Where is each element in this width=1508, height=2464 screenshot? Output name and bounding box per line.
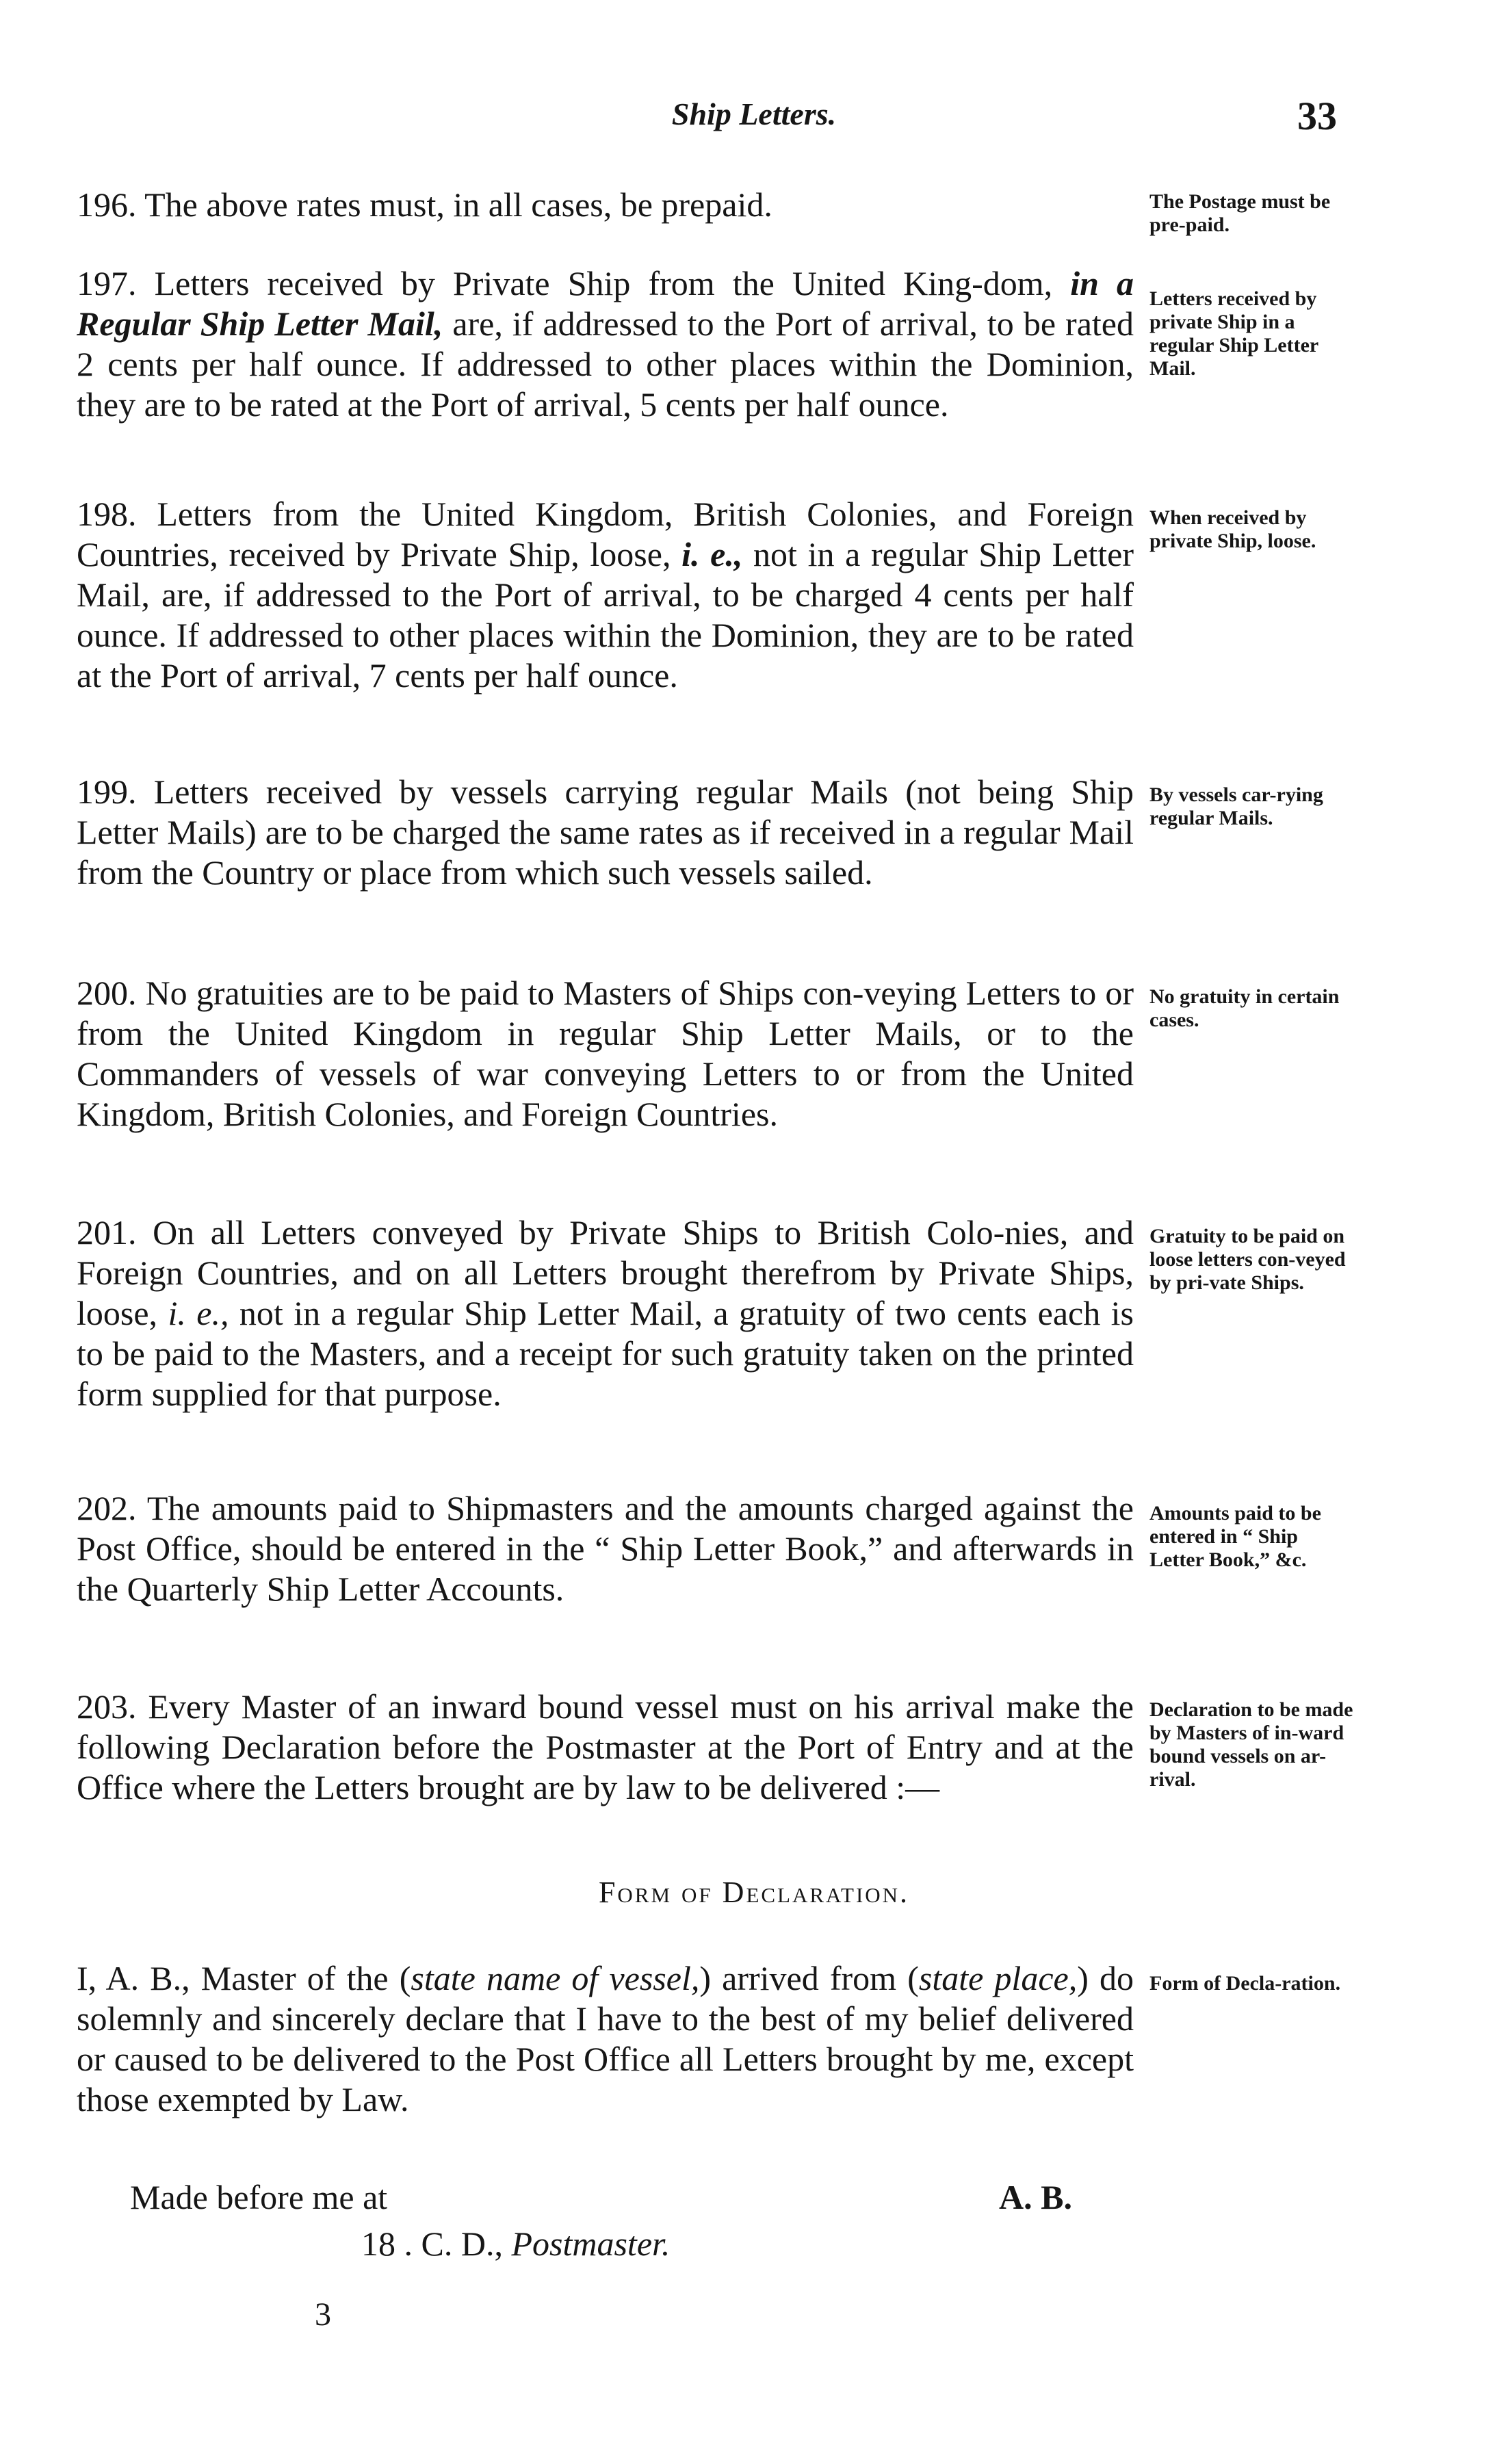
margin-note-198: When received by private Ship, loose. xyxy=(1149,506,1316,552)
paragraph-text: On all Letters conveyed by Private Ships to British Colo-nies, and Foreign Countries, and on all Letters brought therefrom by Private Ships, loose, xyxy=(77,1213,1134,1332)
paragraph-number: 203. xyxy=(77,1687,137,1726)
postmaster-initials: . C. D., xyxy=(404,2225,512,2263)
paragraph-text: The above rates must, in all cases, be prepaid. xyxy=(144,185,772,224)
signer-initials: A. B. xyxy=(999,2178,1072,2216)
margin-note-196: The Postage must be pre-paid. xyxy=(1149,190,1331,236)
paragraph-emphasis: i. e., xyxy=(681,535,743,573)
paragraph-202 xyxy=(77,1488,1134,1609)
margin-note-199: By vessels car-rying regular Mails. xyxy=(1149,783,1323,829)
paragraph-number: 199. xyxy=(77,773,137,811)
sheet-signature-mark: 3 xyxy=(315,2296,331,2333)
postmaster-title: Postmaster. xyxy=(511,2225,671,2263)
year-prefix: 18 xyxy=(361,2225,395,2263)
paragraph-emphasis: in a Regular Ship Letter Mail, xyxy=(77,264,1134,343)
paragraph-number: 200. xyxy=(77,974,137,1012)
paragraph-199 xyxy=(77,772,1134,893)
margin-note-201: Gratuity to be paid on loose letters con-veyed by pri-vate Ships. xyxy=(1149,1225,1346,1294)
paragraph-203 xyxy=(77,1687,1134,1808)
paragraph-text: Every Master of an inward bound vessel must on his arrival make the following Declaration before the Postmaster at the Port of Entry and at the Office where the Letters brought are by law to be delivered :— xyxy=(77,1687,1134,1806)
paragraph-text-cont: are, if addressed to the Port of arrival, to be rated 2 cents per half ounce. If addressed to other places within the Dominion, they are to be rated at the Port of arrival, 5 cents per half ounce. xyxy=(77,304,1134,424)
margin-note-200: No gratuity in certain cases. xyxy=(1149,985,1340,1031)
paragraph-text: Letters from the United Kingdom, British Colonies, and Foreign Countries, received by Private Ship, loose, xyxy=(77,495,1134,573)
paragraph-number: 196. xyxy=(77,185,137,224)
declaration-text: I, A. B., Master of the (state name of vessel,) arrived from (state place,) do solemnly and sincerely declare that I have to the best of my belief delivered or caused to be delivered to the Post Office all Letters brought by me, except those exempted by Law. xyxy=(77,1959,1134,2118)
paragraph-number: 197. xyxy=(77,264,137,302)
paragraph-emphasis: i. e., xyxy=(168,1294,229,1332)
paragraph-number: 201. xyxy=(77,1213,137,1252)
margin-note-197: Letters received by private Ship in a regular Ship Letter Mail. xyxy=(1149,287,1318,380)
paragraph-200 xyxy=(77,973,1134,1134)
paragraph-text-cont: not in a regular Ship Letter Mail, a gratuity of two cents each is to be paid to the Masters, and a receipt for such gratuity taken on the printed form supplied for that purpose. xyxy=(77,1294,1134,1413)
paragraph-number: 202. xyxy=(77,1489,137,1527)
paragraph-text: No gratuities are to be paid to Masters of Ships con-veying Letters to or from the United Kingdom in regular Ship Letter Mails, or to the Commanders of vessels of war conveying Letters to or from the United Kingdom, British Colonies, and Foreign Countries. xyxy=(77,974,1134,1133)
paragraph-text: Letters received by vessels carrying regular Mails (not being Ship Letter Mails) are to be charged the same rates as if received in a regular Mail from the Country or place from which such vessels sailed. xyxy=(77,773,1134,892)
paragraph-201 xyxy=(77,1212,1134,1414)
margin-note-202: Amounts paid to be entered in “ Ship Letter Book,” &c. xyxy=(1149,1502,1321,1571)
paragraph-text: The amounts paid to Shipmasters and the amounts charged against the Post Office, should be entered in the “ Ship Letter Book,” and afterwards in the Quarterly Ship Letter Accounts. xyxy=(77,1489,1134,1608)
paragraph-198 xyxy=(77,494,1134,696)
paragraph-number: 198. xyxy=(77,495,137,533)
paragraph-197 xyxy=(77,263,1134,425)
running-title: Ship Letters. xyxy=(671,96,837,131)
form-heading: Form of Declaration. xyxy=(598,1876,910,1909)
paragraph-text: Letters received by Private Ship from the United King-dom, xyxy=(154,264,1071,302)
made-before-line: Made before me at xyxy=(130,2178,388,2216)
page-number: 33 xyxy=(1297,94,1337,138)
paragraph-196 xyxy=(77,185,1134,225)
postmaster-line xyxy=(361,2224,670,2264)
margin-note-203: Declaration to be made by Masters of in-ward bound vessels on ar-rival. xyxy=(1149,1698,1353,1791)
margin-note-form: Form of Decla-ration. xyxy=(1149,1972,1341,1995)
paragraph-text-cont: not in a regular Ship Letter Mail, are, if addressed to the Port of arrival, to be charged 4 cents per half ounce. If addressed to other places within the Dominion, they are to be rated at the Port of arrival, 7 cents per half ounce. xyxy=(77,535,1134,695)
